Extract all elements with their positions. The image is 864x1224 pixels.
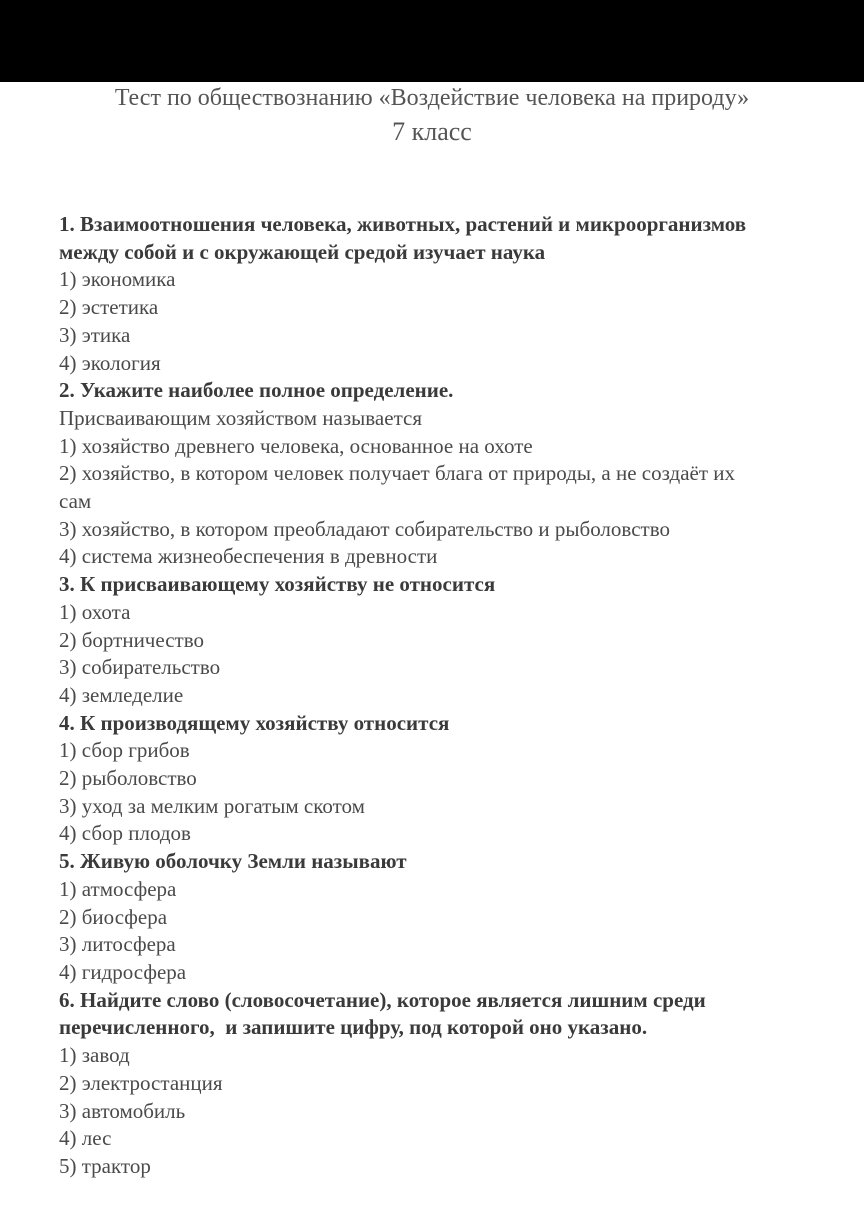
answer-option: 4) экология — [59, 350, 161, 375]
answer-option: 4) сбор плодов — [59, 821, 191, 846]
question-text: 3. К присваивающему хозяйству не относится — [59, 572, 496, 597]
answer-option: Присваивающим хозяйством называется — [59, 405, 422, 430]
answer-option: 3) литосфера — [59, 932, 176, 957]
answer-option: 1) экономика — [59, 267, 176, 292]
answer-option: 5) трактор — [59, 1153, 151, 1178]
answer-option: 3) уход за мелким рогатым скотом — [59, 793, 365, 818]
answer-option: 3) этика — [59, 322, 131, 347]
document-title: Тест по обществознанию «Воздействие человека на природу» — [114, 85, 750, 111]
answer-option: 2) электростанция — [59, 1070, 223, 1095]
answer-option: 4) земледелие — [59, 682, 184, 707]
question-text: перечисленного, и запишите цифру, под которой оно указано. — [59, 1015, 648, 1040]
answer-option: 2) эстетика — [59, 295, 159, 320]
answer-option: 4) лес — [59, 1126, 112, 1151]
answer-option: 2) бортничество — [59, 627, 204, 652]
answer-option: 3) хозяйство, в котором преобладают собирательство и рыболовство — [59, 516, 670, 541]
answer-option: сам — [59, 489, 92, 514]
question-text: 6. Найдите слово (словосочетание), которое является лишним среди — [59, 987, 706, 1012]
answer-option: 2) хозяйство, в котором человек получает блага от природы, а не создаёт их — [59, 461, 736, 486]
test-content — [59, 211, 849, 1181]
answer-option: 4) гидросфера — [59, 959, 187, 984]
answer-option: 1) атмосфера — [59, 876, 177, 901]
question-text: между собой и с окружающей средой изучает наука — [59, 239, 546, 264]
answer-option: 1) хозяйство древнего человека, основанное на охоте — [59, 433, 533, 458]
question-text: 4. К производящему хозяйству относится — [59, 710, 450, 735]
answer-option: 1) завод — [59, 1043, 130, 1068]
answer-option: 2) биосфера — [59, 904, 168, 929]
answer-option: 3) автомобиль — [59, 1098, 186, 1123]
black-top-bar — [0, 0, 864, 82]
answer-option: 1) охота — [59, 599, 131, 624]
answer-option: 1) сбор грибов — [59, 738, 190, 763]
grade-subtitle: 7 класс — [392, 117, 472, 146]
answer-option: 2) рыболовство — [59, 766, 197, 791]
question-text: 1. Взаимоотношения человека, животных, растений и микроорганизмов — [59, 212, 747, 236]
answer-option: 4) система жизнеобеспечения в древности — [59, 544, 438, 569]
question-text: 2. Укажите наиболее полное определение. — [59, 378, 454, 403]
answer-option: 3) собирательство — [59, 655, 221, 680]
question-text: 5. Живую оболочку Земли называют — [59, 849, 407, 874]
